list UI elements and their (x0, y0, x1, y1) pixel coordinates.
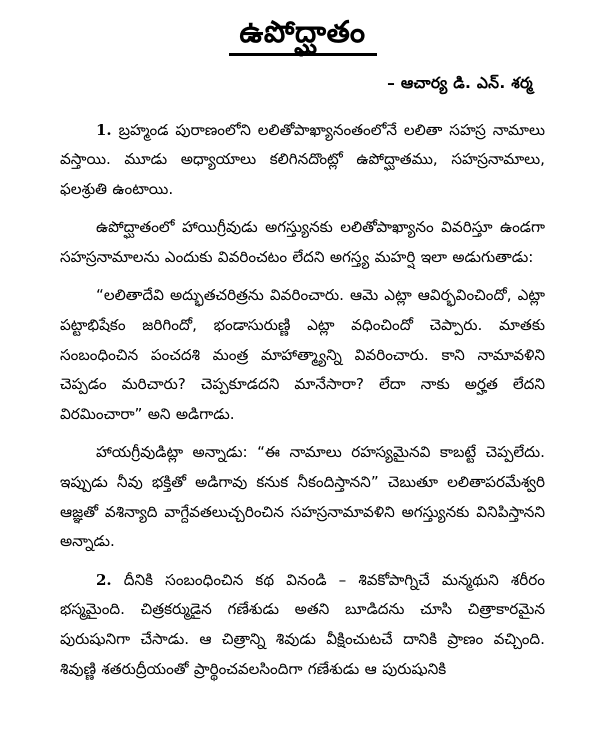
paragraph-3-quote (60, 281, 545, 429)
paragraph-2-text: ఉపోద్ఘాతంలో హాయిగ్రీవుడు అగస్త్యునకు లలితోపాఖ్యానం వివరిస్తూ ఉండగా సహస్రనామాలను ఎందుకు వివరించటం లేదని అగస్త్య మహర్షి ఇలా అడుగుతాడు: (60, 218, 545, 266)
paragraph-1-number: 1. (96, 120, 112, 139)
author-byline: – ఆచార్య డి. ఎన్. శర్మ (387, 73, 533, 92)
paragraph-5-number: 2. (96, 570, 112, 589)
paragraph-1 (60, 116, 545, 205)
paragraph-1-text: బ్రహ్మండ పురాణంలోని లలితోపాఖ్యానంతంలోనే లలితా సహస్ర నామాలు వస్తాయి. మూడు అధ్యాయాలు కలిగినదొంట్లో ఉపోద్ఘాతము, సహస్రనామాలు, ఫలశ్రుతి ఉంటాయి. (60, 120, 545, 198)
title-block (60, 0, 545, 56)
title-underline-rule (229, 53, 377, 56)
paragraph-4-text: హాయగ్రీవుడిట్లా అన్నాడు: “ఈ నామాలు రహస్యమైనవి కాబట్టే చెప్పలేదు. ఇప్పుడు నీవు భక్తితో అడిగావు కనుక నీకందిస్తానని” చెబుతూ లలితాపరమేశ్వరి ఆజ్ఞతో వశిన్యాది వాగ్దేవతలుచ్చరించిన సహస్రనామావళిని అగస్త్యునకు వినిపిస్తానని అన్నాడు. (60, 443, 545, 551)
page-title: ఉపోద్ఘాతం (239, 15, 366, 50)
paragraph-4 (60, 438, 545, 556)
paragraph-5 (60, 566, 545, 684)
paragraph-3-text: “లలితాదేవి అద్భుతచరిత్రను వివరించారు. ఆమె ఎట్లా ఆవిర్భవించిందో, ఎట్లా పట్టాభిషేకం జరిగిందో, భండాసురుణ్ణి ఎట్లా వధించిందో చెప్పారు. మాతకు సంబంధించిన పంచదశి మంత్ర మాహాత్మ్యాన్ని వివరించారు. కాని నామావళిని చెప్పడం మరిచారు? చెప్పకూడదని మానేసారా? లేదా నాకు అర్హత లేదని విరమించారా” అని అడిగాడు. (60, 286, 545, 423)
paragraph-2 (60, 213, 545, 272)
paragraph-5-text: దీనికి సంబంధించిన కథ వినండి – శివకోపాగ్నిచే మన్మథుని శరీరం భస్మమైంది. చిత్రకర్ముడైన గణేశుడు అతని బూడిదను చూసి చిత్రాకారమైన పురుషునిగా చేసాడు. ఆ చిత్రాన్ని శివుడు వీక్షించుటచే దానికి ప్రాణం వచ్చింది. శివుణ్ణి శతరుద్రీయంతో ప్రార్థించవలసిందిగా గణేశుడు ఆ పురుషునికి (60, 570, 545, 678)
body-text (60, 116, 545, 694)
